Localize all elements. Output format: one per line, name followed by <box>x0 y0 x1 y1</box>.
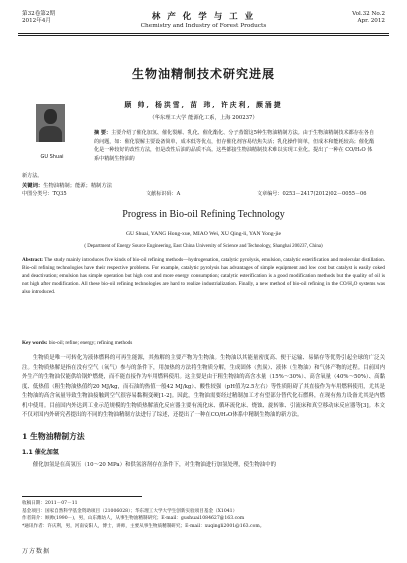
authors-cn: 顾 帅, 杨洪雪, 苗 玮, 许庆利, 颜涌捷 <box>124 101 283 109</box>
header-right <box>352 11 385 25</box>
keywords-cn <box>22 181 112 189</box>
journal-title-cn: 林 产 化 学 与 工 业 <box>151 12 256 22</box>
photo-head-shape <box>44 109 57 124</box>
section-heading-1: 1 生物油精制方法 <box>22 432 85 441</box>
abstract-text-cn: 主要介绍了催化加氢、催化裂解、乳化、催化酯化、分子蒸馏这5种生物油精制方法。由于生物油精制技术都存在各自的问题，如：催化裂解主要设备简单，成本低等优点，但存催化剂容易结焦失活；乳化操作简单，但成本和能耗较高；催化酯化是一种较好的改性方法，但是改性后油的品质不高。这些都接生物油精制技术难以实现工业化。提出了一种在 CO/H₂O 体系中精制生物油的 <box>94 130 375 162</box>
abstract-text-en: The study mainly introduces five kinds of bio-oil refining methods—hydrogenation, catalytic pyrolysis, emulsion, catalytic esterification and molecular distillation. Bio-oil refining technologies have their respective problems. For example, catalytic pyrolysis has advantages of simple equipment and low cost but catalyst is easily coked and deactivation; emulsion has simple operation but high cost and more energy consumption; catalytic esterification is a good modification methods but the quality of oil is not high after modification. All these bio-oil refining technologies are hard to realize industrialization. Finally, a new method of bio-oil refining in the CO/H₂O systems was also introduced. <box>22 257 385 295</box>
photo-body-shape <box>39 126 62 142</box>
abstract-label-en: Abstract: <box>22 257 44 263</box>
watermark-wanfang: 万方数据 <box>22 548 51 555</box>
abstract-en <box>22 256 385 296</box>
body-section-1-1-paragraph: 催化加氢是在高氢压（10～20 MPa）和供氢溶剂存在条件下，对生物油进行加氢处理，使生物油中的 <box>32 462 276 468</box>
article-number: 文章编号：0253－2417(2012)02－0055－06 <box>257 191 367 197</box>
footnote-received: 收稿日期：2011－07－11 <box>22 501 78 506</box>
keywords-label-en: Key words: <box>22 340 48 346</box>
abstract-label-cn: 摘 要： <box>94 130 112 136</box>
body-intro-paragraph: 生物质是唯一可转化为液体燃料的可再生能源，其热解的主要产物为生物油。生物油以其能量密度高、便于运输、易储存等优势引起全球的广泛关注。生物质热解是指在没有空气（氧气）参与的条件下，用加热的方法将生物质分解，生成固体（焦炭）、液体（生物油）和气体产物的过程。目前国内外生产的生物油仅能供给锅炉燃烧，而不能直接作为车用燃料使用。这主要是由于粗生物油的高含水量（15%～30%）、高含氧量（40%～50%）、高黏度、低热值（粗生物油热值约20 MJ/kg，而石油的热值一般42 MJ/kg）、酸性较强（pH值为2.5左右）等性质阻碍了其直接作为车用燃料使用，尤其是生物油的高含氧量导致生物油接触到空气很容易黏稠变硬[1-2]。因此，生物油需要经过精制加工才有望部分替代化石燃料，在现有热力设备尤其是内燃机中使用。目前国内外达到工业示范规模的生物质热解液化反应器主要有流化床、循环流化床、烧蚀、旋转锥、引流床和真空移动床反应器等[3]。本文不仅对国内外研究者提出的不同的生物油精制方法进行了综述，还提出了一种在CO/H₂O体系中精制生物油的新方法。 <box>22 355 385 418</box>
footnote-funding: 基金项目：国家自然科学基金资助项目（21006028）；华东理工大学大学生创新实验项目基金（X1041） <box>22 508 238 514</box>
header-date-en: Apr. 2012 <box>357 18 385 25</box>
section-heading-1-1: 1.1 催化加氢 <box>22 449 59 456</box>
article-title-en: Progress in Bio-oil Refining Technology <box>122 209 285 220</box>
footnote-corresponding: *通讯作者：许庆利，男，河南安阳人，博士，讲师，主要从事生物质精制研究；E-mail：xuqingli2001@163.com。 <box>22 523 265 529</box>
header-rule-thin <box>18 35 389 36</box>
keywords-label-cn: 关键词： <box>22 183 44 189</box>
author-photo-caption: GU Shuai <box>40 154 64 160</box>
keywords-text-en: bio-oil; refine; energy; refining methods <box>48 340 133 346</box>
keywords-en <box>22 340 132 346</box>
article-title-cn: 生物油精制技术研究进展 <box>131 67 275 81</box>
affiliation-en: ( Department of Energy Source Engineering, East China University of Science and Technology, Shanghai 200237, China) <box>84 244 323 249</box>
header-rule <box>18 33 389 34</box>
keywords-text-cn: 生物油精制；能源；精制方法 <box>43 183 113 189</box>
footnote-author-bio: 作者简介：顾帅(1990－)，男，山东潍坊人，从事生物油精制研究；E-mail：gushuai1084627@163.com <box>22 516 245 522</box>
authors-en: GU Shuai, YANG Hong-xue, MIAO Wei, XU Qing-li, YAN Yong-jie <box>125 231 282 237</box>
header-date-cn: 2012年4月 <box>22 18 51 25</box>
author-photo <box>36 104 65 142</box>
affiliation-cn: （华东理工大学 能源化工系，上海 200237） <box>149 115 258 121</box>
header-volume-en: Vol.32 No.2 <box>352 11 385 17</box>
journal-title-en: Chemistry and Industry of Forest Products <box>140 23 267 29</box>
abstract-cn-tail: 新方法。 <box>22 173 43 179</box>
abstract-cn <box>94 129 376 163</box>
header-volume-cn: 第32卷第2期 <box>22 11 56 17</box>
document-code: 文献标识码：A <box>146 191 181 197</box>
footnote-rule <box>22 496 142 497</box>
header-center <box>0 10 407 29</box>
footnotes <box>22 500 385 530</box>
clc-number: 中图分类号：TQ35 <box>22 191 67 197</box>
